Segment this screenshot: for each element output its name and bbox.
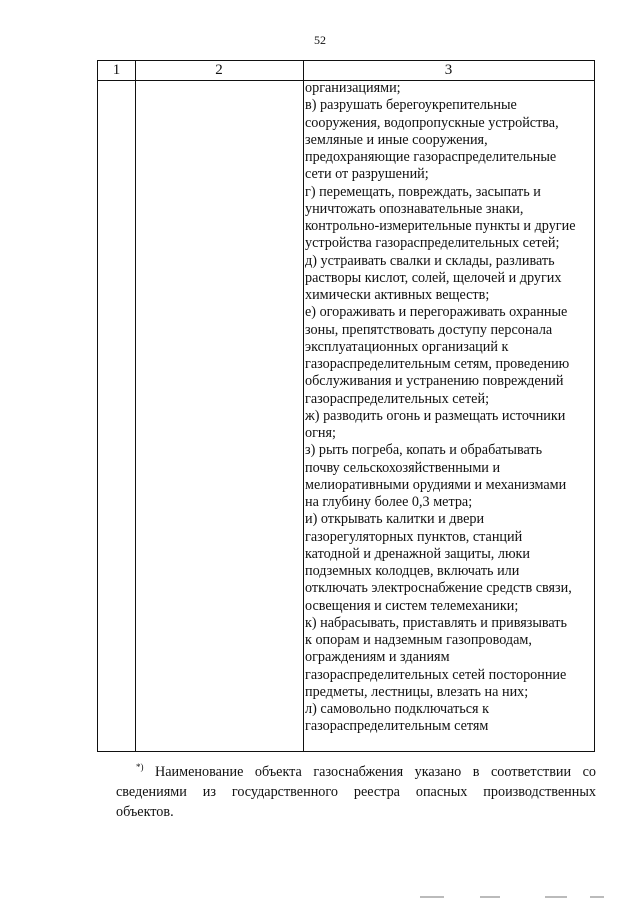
footnote-marker: *): [136, 762, 144, 772]
column-3-text-line: катодной и дренажной защиты, люки: [305, 545, 531, 562]
header-col-2: 2: [215, 62, 223, 78]
column-3-text-line: устройства газораспределительных сетей;: [305, 235, 560, 252]
column-3-text-line: эксплуатационных организаций к: [305, 338, 509, 355]
requirements-table: [97, 60, 595, 752]
column-3-text-line: газораспределительным сетям, проведению: [305, 356, 570, 372]
column-3-text-line: газораспределительных сетей;: [305, 390, 490, 407]
column-3-text-line: к опорам и надземным газопроводам,: [305, 632, 532, 648]
column-3-text-line: освещения и систем телемеханики;: [305, 597, 519, 614]
column-3-text-line: в) разрушать берегоукрепительные: [305, 97, 517, 114]
column-3-text-line: зоны, препятствовать доступу персонала: [305, 321, 553, 338]
column-3-text-line: контрольно-измерительные пункты и другие: [305, 218, 576, 234]
scan-mark: [480, 896, 500, 898]
column-3-text-line: подземных колодцев, включать или: [305, 563, 520, 579]
scan-mark: [545, 896, 567, 898]
column-3-cell: [303, 80, 593, 736]
footnote-text-1: Наименование объекта газоснабжения указано в соответствии со: [155, 764, 596, 780]
column-3-text-line: на глубину более 0,3 метра;: [305, 494, 473, 510]
footnote-line-2: сведениями из государственного реестра опасных производственных: [116, 784, 596, 800]
column-3-text-line: е) огораживать и перегораживать охранные: [305, 304, 568, 321]
column-3-text-line: газорегуляторных пунктов, станций: [305, 528, 523, 545]
column-3-text-line: сооружения, водопропускные устройства,: [305, 114, 559, 131]
column-3-text-line: предметы, лестницы, влезать на них;: [305, 683, 529, 700]
column-3-text-line: земляные и иные сооружения,: [305, 131, 488, 148]
column-3-text-line: организациями;: [305, 80, 401, 96]
table-header-row: [98, 61, 594, 81]
column-3-text-line: химически активных веществ;: [305, 287, 490, 303]
footnote: [116, 757, 596, 822]
column-3-text-line: отключать электроснабжение средств связи,: [305, 580, 572, 597]
page-number: 52: [314, 33, 326, 47]
footnote-line-3: объектов.: [116, 804, 174, 820]
column-3-text-line: д) устраивать свалки и склады, разливать: [305, 252, 555, 269]
column-3-text-line: растворы кислот, солей, щелочей и других: [305, 269, 562, 286]
column-3-text-line: огня;: [305, 425, 336, 441]
column-3-text-line: газораспределительных сетей посторонние: [305, 666, 567, 683]
scan-mark: [590, 896, 604, 898]
column-3-text-line: л) самовольно подключаться к: [305, 701, 490, 717]
header-col-3: 3: [444, 62, 453, 78]
column-3-text-line: уничтожать опознавательные знаки,: [305, 200, 524, 217]
column-3-text-line: ограждениям и зданиям: [305, 649, 450, 666]
column-3-text-line: газораспределительным сетям: [305, 718, 489, 735]
column-3-text-line: сети от разрушений;: [305, 166, 429, 183]
column-3-text-line: и) открывать калитки и двери: [305, 511, 485, 528]
column-3-text-line: к) набрасывать, приставлять и привязывать: [305, 614, 567, 631]
column-3-text-line: мелиоративными орудиями и механизмами: [305, 476, 567, 493]
column-3-text-line: г) перемещать, повреждать, засыпать и: [305, 183, 541, 200]
column-3-text-line: обслуживания и устранению повреждений: [305, 373, 564, 390]
footnote-line-1: [116, 757, 596, 782]
column-divider-1: [135, 61, 136, 751]
column-3-text-line: з) рыть погреба, копать и обрабатывать: [305, 442, 543, 459]
column-3-text-line: почву сельскохозяйственными и: [305, 459, 501, 476]
column-3-text-line: ж) разводить огонь и размещать источники: [305, 407, 566, 424]
column-3-text-line: предохраняющие газораспределительные: [305, 149, 557, 165]
header-col-1: 1: [112, 62, 121, 78]
scan-mark: [420, 896, 444, 898]
